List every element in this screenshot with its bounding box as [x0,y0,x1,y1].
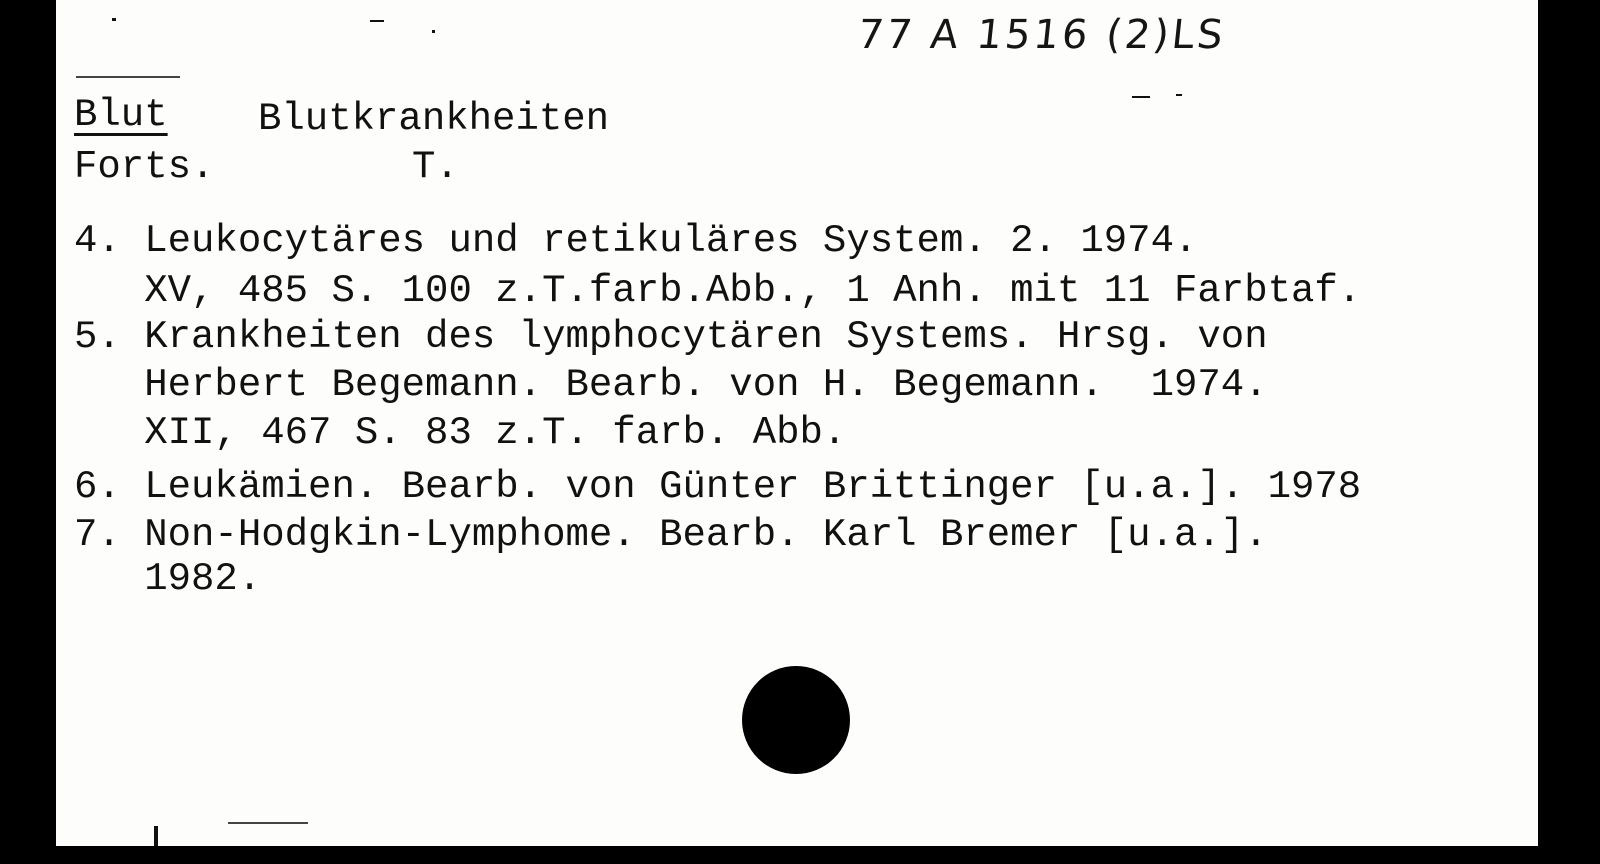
entry-line: 6. Leukämien. Bearb. von Günter Brittinger [u.a.]. 1978 [74,465,1362,509]
speck [432,30,435,33]
continuation-label: Forts. [74,145,215,189]
speck [370,20,384,22]
speck [1176,94,1182,96]
entry-line: XII, 467 S. 83 z.T. farb. Abb. [74,411,847,455]
title-heading: Blutkrankheiten [258,97,610,141]
subject-heading: Blut [74,93,168,137]
perforation-line [76,76,180,78]
edge-mark [154,826,158,846]
entry-line: 5. Krankheiten des lymphocytären Systems. Hrsg. von [74,315,1268,359]
entry-line: Herbert Begemann. Bearb. von H. Begemann. 1974. [74,363,1268,407]
punch-hole [742,666,850,774]
entry-line: XV, 485 S. 100 z.T.farb.Abb., 1 Anh. mit 11 Farbtaf. [74,269,1362,313]
edge-mark [228,822,308,824]
entry-line: 1982. [74,557,262,601]
speck [1132,96,1150,98]
entry-line: 4. Leukocytäres und retikuläres System. 2. 1974. [74,219,1198,263]
part-marker: T. [412,145,459,189]
entry-line: 7. Non-Hodgkin-Lymphome. Bearb. Karl Bremer [u.a.]. [74,513,1268,557]
shelfmark: 77 A 1516 (2)LS [855,12,1228,58]
speck [112,18,116,21]
